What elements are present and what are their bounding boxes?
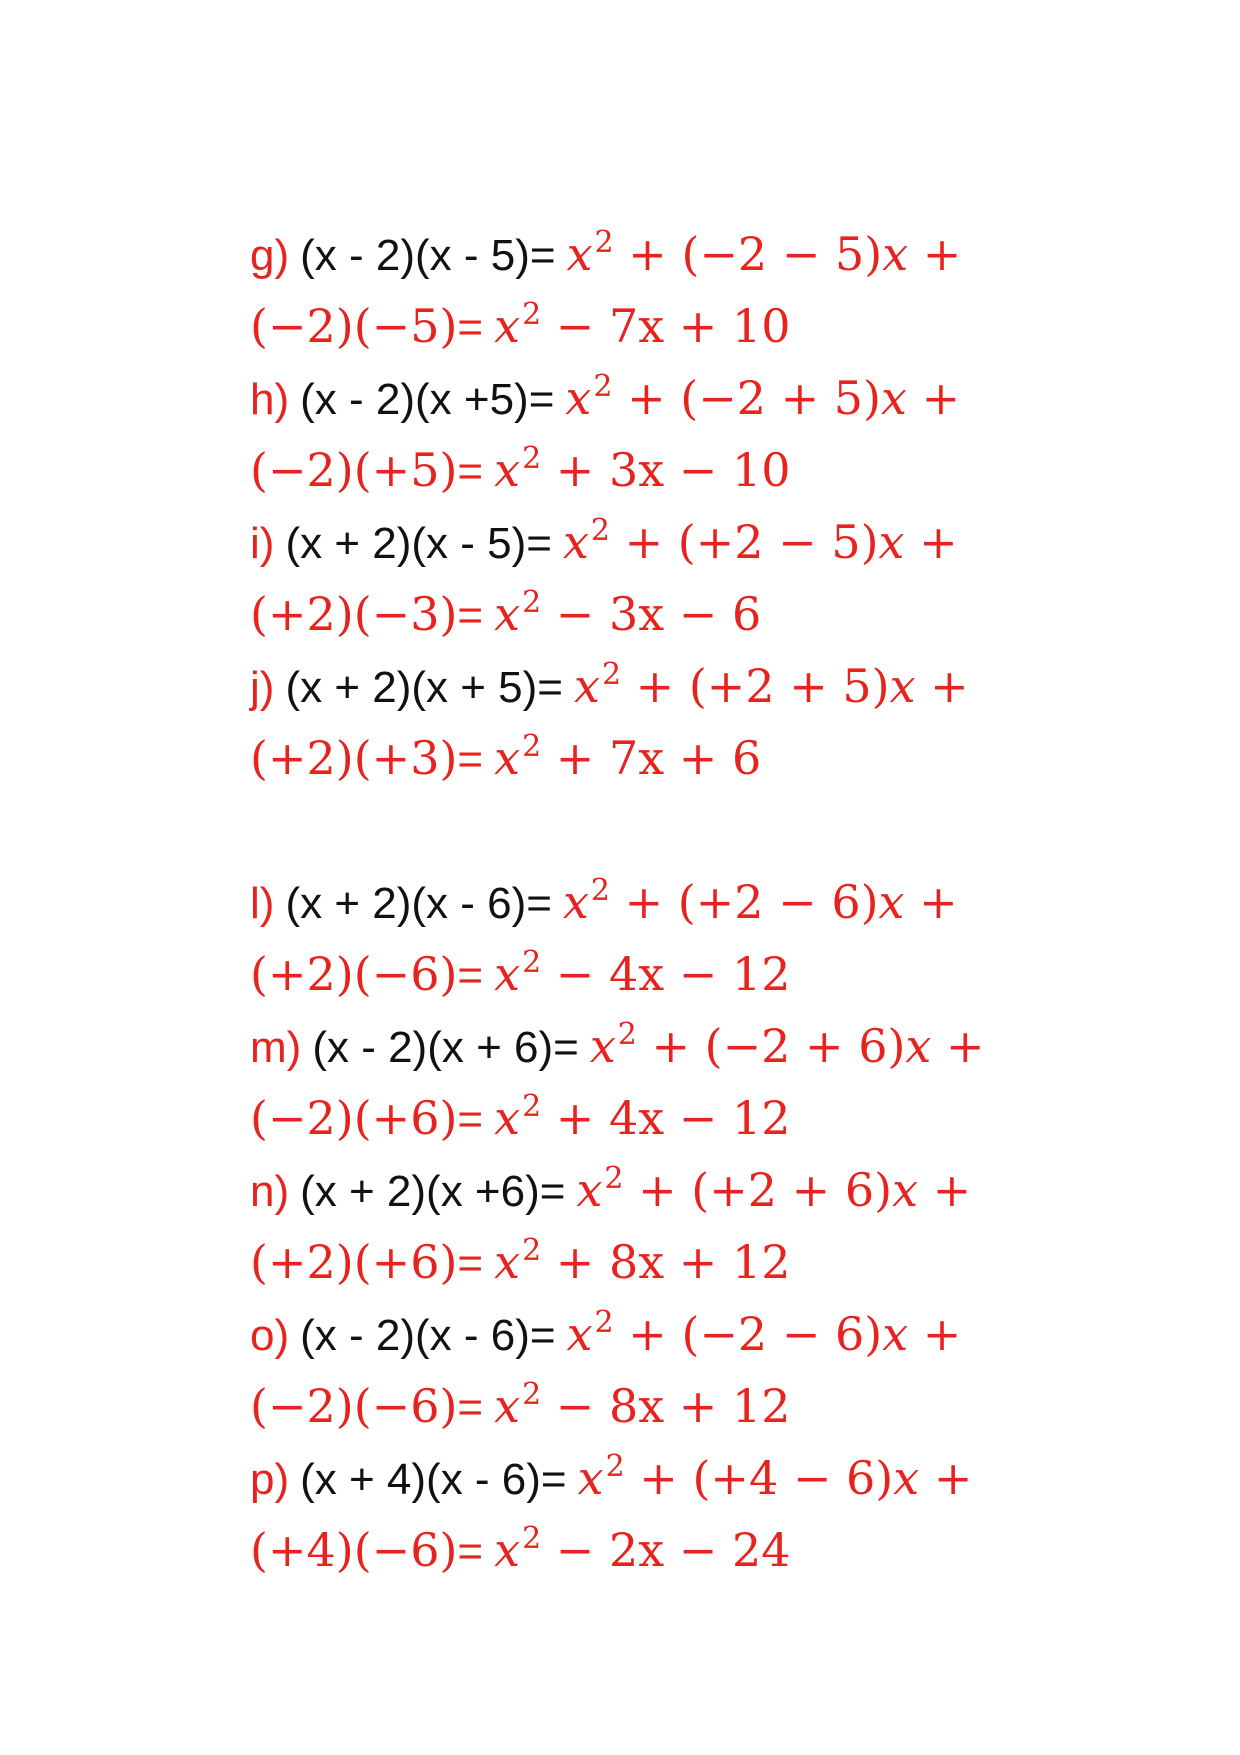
equals-sign: = (457, 951, 484, 1000)
expansion-step: $x^2 + (+4 - 6)x$ + (577, 1449, 973, 1505)
given-product: (x + 2)(x + 5) (285, 663, 538, 712)
equals-sign: = (457, 303, 484, 352)
equals-sign: = (537, 663, 563, 712)
exercise-n (250, 1154, 1150, 1298)
equals-sign: = (457, 1527, 484, 1576)
exercise-line-1 (250, 1442, 1150, 1514)
expansion-step: $x^2 + (+2 - 5)x$ + (562, 513, 958, 569)
exercise-line-2 (250, 1370, 1150, 1442)
exercise-j (250, 650, 1150, 794)
equals-sign: = (457, 591, 484, 640)
exercise-line-1 (250, 866, 1150, 938)
exercise-line-2 (250, 1514, 1150, 1586)
result-expression: $x^2 + 8x + 12$ (494, 1233, 791, 1289)
equals-sign: = (457, 1095, 484, 1144)
exercise-letter: n) (250, 1167, 290, 1216)
exercise-line-2 (250, 578, 1150, 650)
exercise-line-2 (250, 1226, 1150, 1298)
exercise-letter: j) (250, 663, 275, 712)
equals-sign: = (457, 1383, 484, 1432)
equals-sign: = (553, 1023, 579, 1072)
exercise-letter: i) (250, 519, 275, 568)
expansion-step: $x^2 + (-2 + 6)x$ + (589, 1017, 985, 1073)
exercise-line-1 (250, 218, 1150, 290)
equals-sign: = (526, 519, 552, 568)
result-expression: $x^2 + 4x - 12$ (494, 1089, 791, 1145)
expansion-step: $x^2 + (+2 - 6)x$ + (562, 873, 958, 929)
result-expression: $x^2 - 8x + 12$ (494, 1377, 791, 1433)
exercise-line-1 (250, 1298, 1150, 1370)
result-expression: $x^2 - 2x - 24$ (494, 1521, 791, 1577)
exercise-letter: o) (250, 1311, 290, 1360)
given-product: (x - 2)(x +5) (300, 375, 529, 424)
given-product: (x - 2)(x - 5) (300, 231, 530, 280)
equals-sign: = (529, 231, 556, 280)
exercise-m (250, 1010, 1150, 1154)
exercise-l (250, 866, 1150, 1010)
given-product: (x + 4)(x - 6) (300, 1455, 541, 1504)
equals-sign: = (539, 1167, 566, 1216)
expansion-step: $x^2 + (-2 - 6)x$ + (566, 1305, 962, 1361)
exercise-line-1 (250, 1010, 1150, 1082)
given-product: (x + 2)(x - 5) (285, 519, 527, 568)
given-product: (x + 2)(x +6) (300, 1167, 540, 1216)
exercise-line-2 (250, 938, 1150, 1010)
constant-product: (−2)(+5) (250, 443, 458, 497)
exercise-letter: l) (250, 879, 275, 928)
constant-product: (+2)(−3) (250, 587, 458, 641)
expansion-step: $x^2 + (-2 + 5)x$ + (565, 369, 961, 425)
expansion-step: $x^2 + (-2 - 5)x$ + (566, 225, 962, 281)
exercise-list (250, 218, 1150, 1586)
constant-product: (−2)(−5) (250, 299, 458, 353)
constant-product: (+2)(−6) (250, 947, 458, 1001)
equals-sign: = (526, 879, 552, 928)
equals-sign: = (529, 1311, 556, 1360)
exercise-letter: p) (250, 1455, 290, 1504)
given-product: (x - 2)(x - 6) (300, 1311, 530, 1360)
exercise-line-1 (250, 362, 1150, 434)
given-product: (x + 2)(x - 6) (285, 879, 527, 928)
expansion-step: $x^2 + (+2 + 5)x$ + (573, 657, 969, 713)
exercise-letter: g) (250, 231, 290, 280)
exercise-o (250, 1298, 1150, 1442)
constant-product: (−2)(+6) (250, 1091, 458, 1145)
exercise-p (250, 1442, 1150, 1586)
exercise-letter: m) (250, 1023, 302, 1072)
result-expression: $x^2 - 3x - 6$ (494, 585, 762, 641)
exercise-line-2 (250, 434, 1150, 506)
equals-sign: = (457, 735, 484, 784)
exercise-i (250, 506, 1150, 650)
blank-line (250, 794, 1150, 866)
result-expression: $x^2 + 3x - 10$ (494, 441, 791, 497)
constant-product: (+4)(−6) (250, 1523, 458, 1577)
exercise-g (250, 218, 1150, 362)
exercise-line-1 (250, 506, 1150, 578)
result-expression: $x^2 - 7x + 10$ (494, 297, 791, 353)
exercise-line-1 (250, 650, 1150, 722)
exercise-line-2 (250, 1082, 1150, 1154)
exercise-line-2 (250, 290, 1150, 362)
exercise-h (250, 362, 1150, 506)
equals-sign: = (457, 447, 484, 496)
expansion-step: $x^2 + (+2 + 6)x$ + (576, 1161, 972, 1217)
given-product: (x - 2)(x + 6) (312, 1023, 554, 1072)
result-expression: $x^2 - 4x - 12$ (494, 945, 791, 1001)
constant-product: (+2)(+6) (250, 1235, 458, 1289)
exercise-line-2 (250, 722, 1150, 794)
exercise-letter: h) (250, 375, 290, 424)
equals-sign: = (457, 1239, 484, 1288)
equals-sign: = (528, 375, 555, 424)
result-expression: $x^2 + 7x + 6$ (494, 729, 762, 785)
constant-product: (−2)(−6) (250, 1379, 458, 1433)
constant-product: (+2)(+3) (250, 731, 458, 785)
exercise-line-1 (250, 1154, 1150, 1226)
equals-sign: = (540, 1455, 567, 1504)
